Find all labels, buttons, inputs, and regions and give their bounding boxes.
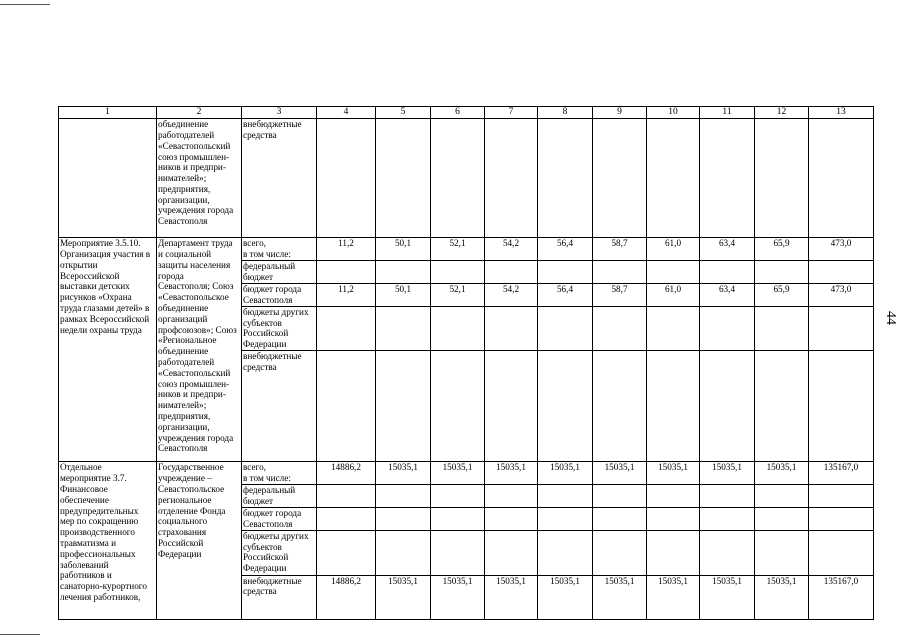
value-cell bbox=[593, 485, 647, 508]
value-cell: 15035,1 bbox=[755, 575, 809, 620]
value-cell bbox=[317, 530, 376, 575]
value-cell bbox=[376, 508, 431, 531]
value-cell: 56,4 bbox=[538, 283, 593, 306]
value-cell bbox=[376, 306, 431, 351]
column-number-row bbox=[59, 107, 874, 119]
col-number: 7 bbox=[485, 107, 538, 119]
value-cell: 54,2 bbox=[485, 238, 538, 261]
value-cell: 52,1 bbox=[431, 238, 485, 261]
value-cell bbox=[538, 306, 593, 351]
value-cell bbox=[431, 530, 485, 575]
empty-cell bbox=[593, 119, 647, 238]
funding-source-cell: всего, в том числе: bbox=[242, 462, 317, 485]
value-cell bbox=[755, 261, 809, 284]
value-cell bbox=[317, 508, 376, 531]
value-cell: 15035,1 bbox=[376, 462, 431, 485]
value-cell: 15035,1 bbox=[593, 575, 647, 620]
continuation-row bbox=[59, 119, 874, 238]
value-cell: 61,0 bbox=[647, 283, 700, 306]
value-cell bbox=[700, 261, 755, 284]
value-cell bbox=[755, 306, 809, 351]
empty-cell bbox=[376, 119, 431, 238]
col-number: 8 bbox=[538, 107, 593, 119]
table-row bbox=[59, 238, 874, 261]
value-cell bbox=[485, 508, 538, 531]
empty-cell bbox=[755, 119, 809, 238]
value-cell bbox=[700, 351, 755, 462]
value-cell: 50,1 bbox=[376, 238, 431, 261]
value-cell bbox=[755, 485, 809, 508]
value-cell: 61,0 bbox=[647, 238, 700, 261]
value-cell bbox=[647, 485, 700, 508]
col-number: 4 bbox=[317, 107, 376, 119]
executor-cell: Государственное учреждение – Севастопольское региональное отделение Фонда социального страхования Российской Федерации bbox=[157, 462, 242, 620]
value-cell bbox=[538, 485, 593, 508]
value-cell: 14886,2 bbox=[317, 575, 376, 620]
empty-cell bbox=[809, 119, 874, 238]
col-number: 11 bbox=[700, 107, 755, 119]
col-number: 5 bbox=[376, 107, 431, 119]
value-cell bbox=[647, 508, 700, 531]
value-cell bbox=[647, 306, 700, 351]
value-cell bbox=[809, 508, 874, 531]
value-cell bbox=[755, 351, 809, 462]
value-cell bbox=[485, 306, 538, 351]
value-cell bbox=[755, 530, 809, 575]
value-cell bbox=[317, 306, 376, 351]
value-cell: 15035,1 bbox=[647, 575, 700, 620]
value-cell: 15035,1 bbox=[647, 462, 700, 485]
value-cell: 15035,1 bbox=[431, 575, 485, 620]
value-cell: 58,7 bbox=[593, 283, 647, 306]
measure-name-cell: Отдельное мероприятие 3.7. Финансовое обеспечение предупредительных мер по сокращению производственного травматизма и профессиональных заболеваний работников и санаторно-курортного лечения работников, bbox=[59, 462, 157, 620]
value-cell bbox=[431, 261, 485, 284]
value-cell: 15035,1 bbox=[538, 462, 593, 485]
col-number: 12 bbox=[755, 107, 809, 119]
value-cell bbox=[317, 261, 376, 284]
page-number: 44 bbox=[883, 311, 898, 325]
col-number: 9 bbox=[593, 107, 647, 119]
value-cell bbox=[485, 351, 538, 462]
value-cell: 65,9 bbox=[755, 238, 809, 261]
value-cell bbox=[317, 485, 376, 508]
value-cell bbox=[485, 261, 538, 284]
bottom-scan-rule bbox=[0, 634, 40, 635]
value-cell: 15035,1 bbox=[431, 462, 485, 485]
value-cell: 15035,1 bbox=[700, 575, 755, 620]
value-cell: 11,2 bbox=[317, 283, 376, 306]
value-cell bbox=[431, 508, 485, 531]
value-cell: 54,2 bbox=[485, 283, 538, 306]
col-number: 10 bbox=[647, 107, 700, 119]
value-cell bbox=[431, 306, 485, 351]
value-cell: 11,2 bbox=[317, 238, 376, 261]
value-cell: 14886,2 bbox=[317, 462, 376, 485]
value-cell: 135167,0 bbox=[809, 575, 874, 620]
value-cell bbox=[755, 508, 809, 531]
value-cell: 65,9 bbox=[755, 283, 809, 306]
funding-source-cell: внебюджетные средства bbox=[242, 119, 317, 238]
value-cell bbox=[700, 530, 755, 575]
executor-cell: объединение работодателей «Севастопольский союз промышлен- ников и предпри- нимателей»; предприятия, организации, учреждения города Севастополя bbox=[157, 119, 242, 238]
funding-source-cell: федеральный бюджет bbox=[242, 261, 317, 284]
value-cell bbox=[538, 530, 593, 575]
value-cell: 15035,1 bbox=[538, 575, 593, 620]
value-cell bbox=[593, 351, 647, 462]
value-cell: 58,7 bbox=[593, 238, 647, 261]
value-cell: 473,0 bbox=[809, 238, 874, 261]
value-cell bbox=[485, 530, 538, 575]
value-cell bbox=[431, 485, 485, 508]
funding-source-cell: бюджеты других субъектов Российской Федерации bbox=[242, 530, 317, 575]
value-cell: 15035,1 bbox=[700, 462, 755, 485]
empty-cell bbox=[317, 119, 376, 238]
value-cell bbox=[593, 530, 647, 575]
value-cell bbox=[700, 508, 755, 531]
value-cell: 473,0 bbox=[809, 283, 874, 306]
value-cell bbox=[809, 351, 874, 462]
measure-name-cell bbox=[59, 119, 157, 238]
empty-cell bbox=[700, 119, 755, 238]
value-cell bbox=[700, 485, 755, 508]
empty-cell bbox=[431, 119, 485, 238]
funding-source-cell: всего, в том числе: bbox=[242, 238, 317, 261]
value-cell: 135167,0 bbox=[809, 462, 874, 485]
value-cell: 15035,1 bbox=[376, 575, 431, 620]
value-cell: 56,4 bbox=[538, 238, 593, 261]
value-cell bbox=[376, 351, 431, 462]
value-cell bbox=[809, 530, 874, 575]
col-number: 1 bbox=[59, 107, 157, 119]
col-number: 6 bbox=[431, 107, 485, 119]
empty-cell bbox=[647, 119, 700, 238]
top-scan-rule bbox=[0, 4, 50, 5]
empty-cell bbox=[538, 119, 593, 238]
funding-source-cell: бюджет города Севастополя bbox=[242, 283, 317, 306]
value-cell bbox=[700, 306, 755, 351]
col-number: 13 bbox=[809, 107, 874, 119]
table-row bbox=[59, 462, 874, 485]
value-cell bbox=[593, 508, 647, 531]
executor-cell: Департамент труда и социальной защиты населения города Севастополя; Союз «Севастопольское объединение организаций профсоюзов»; Союз «Региональное объединение работодателей «Севастопольский союз промышлен- ников и предпри- нимателей»; предприятия, организации, учреждения города Севастополя bbox=[157, 238, 242, 462]
value-cell: 15035,1 bbox=[593, 462, 647, 485]
value-cell bbox=[538, 351, 593, 462]
value-cell bbox=[317, 351, 376, 462]
value-cell bbox=[593, 306, 647, 351]
value-cell bbox=[593, 261, 647, 284]
value-cell bbox=[538, 261, 593, 284]
value-cell: 15035,1 bbox=[485, 575, 538, 620]
funding-source-cell: внебюджетные средства bbox=[242, 351, 317, 462]
value-cell bbox=[647, 530, 700, 575]
empty-cell bbox=[485, 119, 538, 238]
value-cell: 63,4 bbox=[700, 283, 755, 306]
funding-source-cell: федеральный бюджет bbox=[242, 485, 317, 508]
value-cell: 50,1 bbox=[376, 283, 431, 306]
value-cell bbox=[431, 351, 485, 462]
measure-name-cell: Мероприятие 3.5.10. Организация участия в открытии Всероссийской выставки детских рисунков «Охрана труда глазами детей» в рамках Всероссийской недели охраны труда bbox=[59, 238, 157, 462]
value-cell bbox=[376, 485, 431, 508]
value-cell bbox=[485, 485, 538, 508]
value-cell bbox=[538, 508, 593, 531]
value-cell: 52,1 bbox=[431, 283, 485, 306]
value-cell bbox=[376, 530, 431, 575]
funding-source-cell: бюджет города Севастополя bbox=[242, 508, 317, 531]
program-table bbox=[58, 106, 874, 620]
col-number: 3 bbox=[242, 107, 317, 119]
value-cell bbox=[647, 351, 700, 462]
value-cell bbox=[809, 485, 874, 508]
value-cell: 15035,1 bbox=[485, 462, 538, 485]
col-number: 2 bbox=[157, 107, 242, 119]
value-cell bbox=[376, 261, 431, 284]
value-cell: 63,4 bbox=[700, 238, 755, 261]
value-cell bbox=[809, 261, 874, 284]
funding-source-cell: бюджеты других субъектов Российской Федерации bbox=[242, 306, 317, 351]
value-cell: 15035,1 bbox=[755, 462, 809, 485]
value-cell bbox=[809, 306, 874, 351]
value-cell bbox=[647, 261, 700, 284]
funding-source-cell: внебюджетные средства bbox=[242, 575, 317, 620]
